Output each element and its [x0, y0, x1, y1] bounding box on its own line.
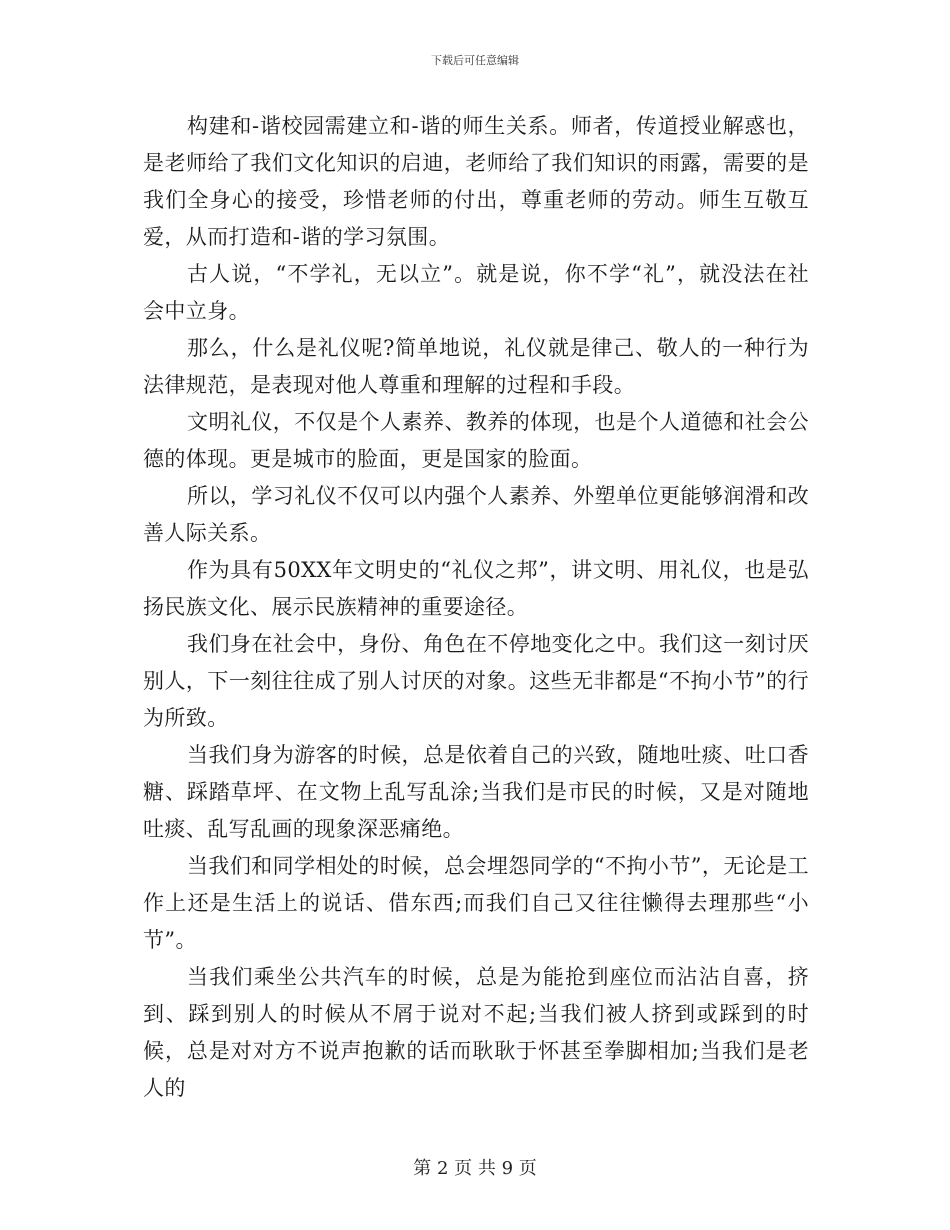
- page-number: 第 2 页 共 9 页: [413, 1158, 537, 1179]
- paragraph-8: 当我们身为游客的时候，总是依着自己的兴致，随地吐痰、吐口香糖、踩踏草坪、在文物上乱写乱涂;当我们是市民的时候，又是对随地吐痰、乱写乱画的现象深恶痛绝。: [143, 743, 809, 841]
- paragraph-6: 作为具有50XX年文明史的“礼仪之邦”，讲文明、用礼仪，也是弘扬民族文化、展示民族精神的重要途径。: [143, 558, 809, 619]
- paragraph-7: 我们身在社会中，身份、角色在不停地变化之中。我们这一刻讨厌别人，下一刻往往成了别人讨厌的对象。这些无非都是“不拘小节”的行为所致。: [143, 632, 809, 730]
- paragraph-5: 所以，学习礼仪不仅可以内强个人素养、外塑单位更能够润滑和改善人际关系。: [143, 484, 809, 545]
- paragraph-1: 构建和-谐校园需建立和-谐的师生关系。师者，传道授业解惑也，是老师给了我们文化知识的启迪，老师给了我们知识的雨露，需要的是我们全身心的接受，珍惜老师的付出，尊重老师的劳动。师生互敬互爱，从而打造和-谐的学习氛围。: [143, 114, 809, 249]
- paragraph-9: 当我们和同学相处的时候，总会埋怨同学的“不拘小节”，无论是工作上还是生活上的说话、借东西;而我们自己又往往懒得去理那些“小节”。: [143, 854, 809, 952]
- paragraph-3: 那么，什么是礼仪呢?简单地说，礼仪就是律己、敬人的一种行为法律规范，是表现对他人尊重和理解的过程和手段。: [143, 336, 809, 397]
- document-body: [143, 108, 809, 1107]
- paragraph-10: 当我们乘坐公共汽车的时候，总是为能抢到座位而沾沾自喜，挤到、踩到别人的时候从不屑于说对不起;当我们被人挤到或踩到的时候，总是对对方不说声抱歉的话而耿耿于怀甚至拳脚相加;当我们是老人的: [143, 965, 809, 1100]
- paragraph-2: 古人说，“不学礼，无以立”。就是说，你不学“礼”，就没法在社会中立身。: [143, 262, 809, 323]
- page-header: 下载后可任意编辑: [431, 54, 519, 67]
- paragraph-4: 文明礼仪，不仅是个人素养、教养的体现，也是个人道德和社会公德的体现。更是城市的脸面，更是国家的脸面。: [143, 410, 809, 471]
